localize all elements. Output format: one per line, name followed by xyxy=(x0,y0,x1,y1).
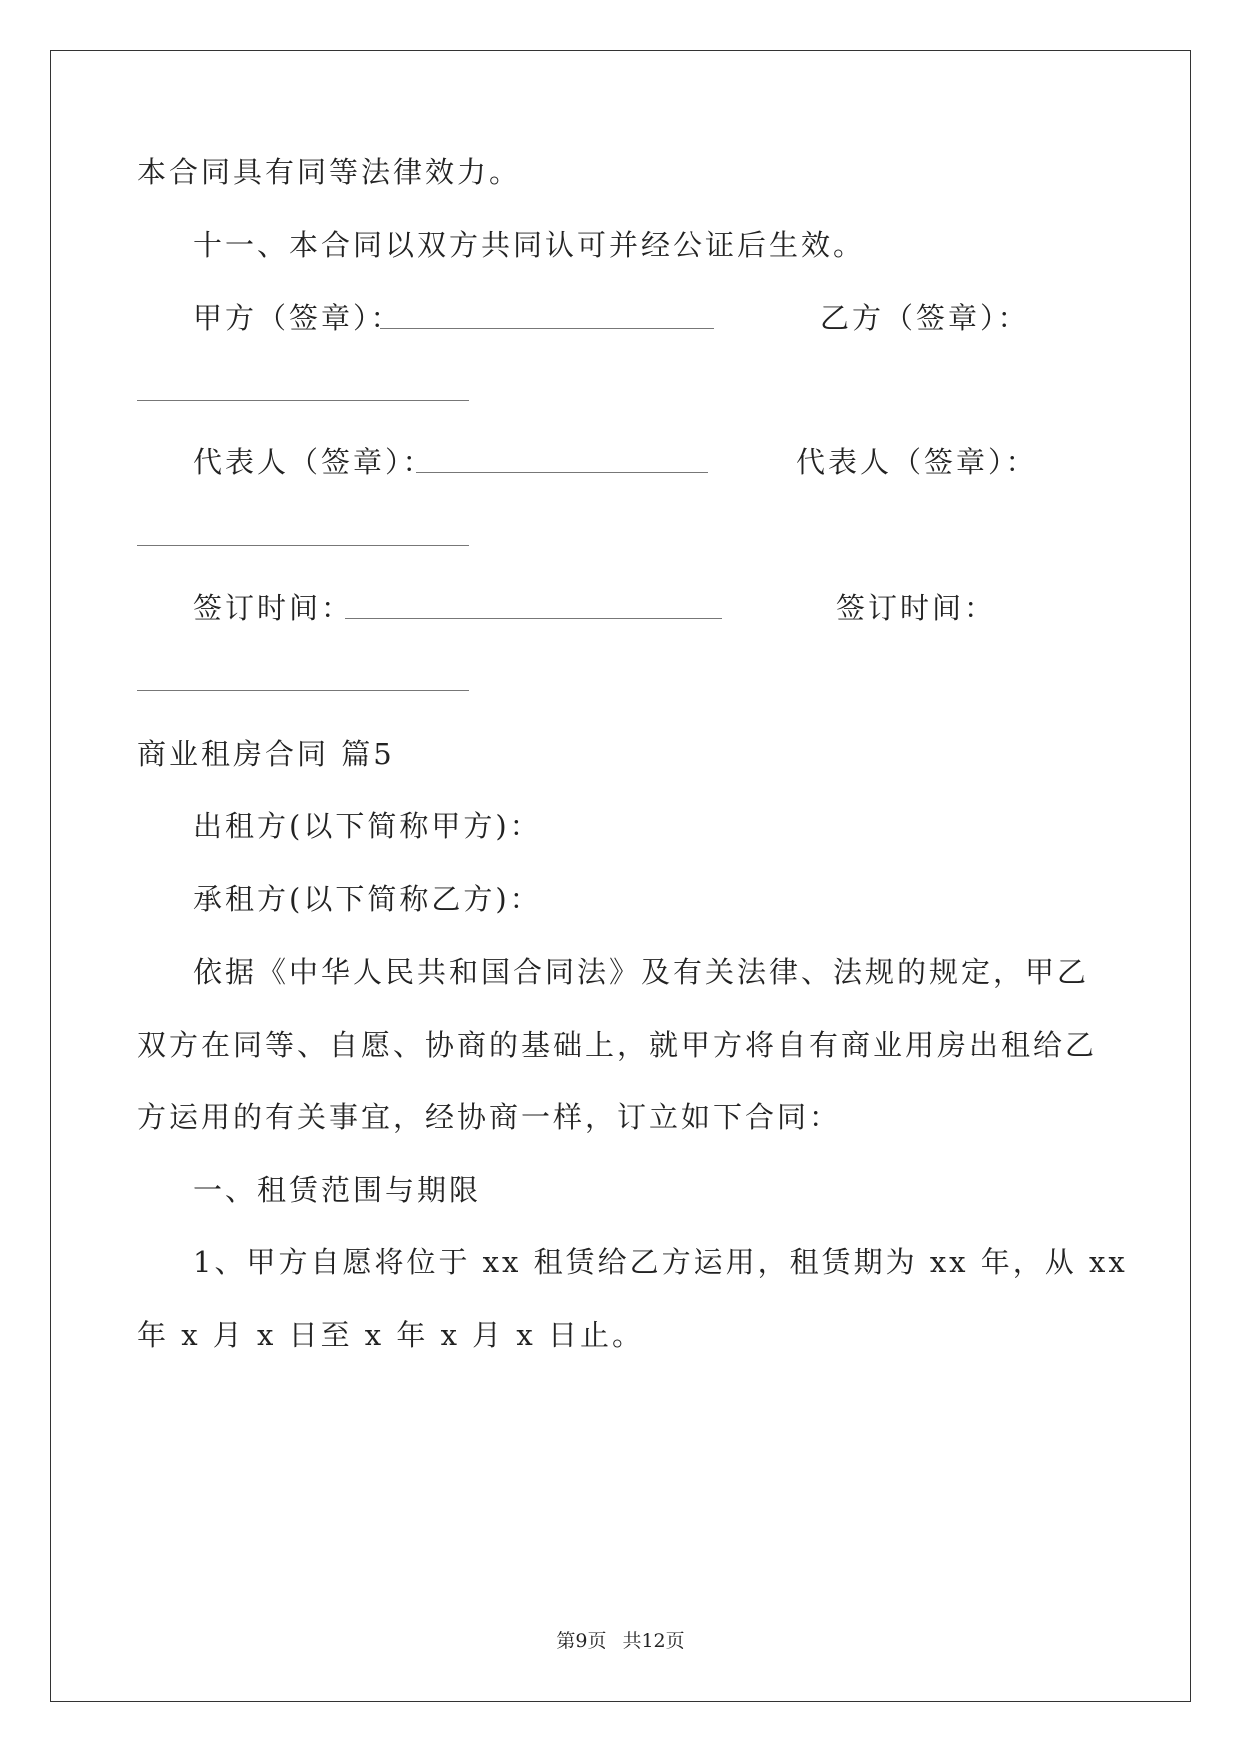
page-border xyxy=(50,50,1191,1702)
paragraph-line: 本合同具有同等法律效力。 xyxy=(137,155,522,189)
party-b-signature-label: 乙方（签章）： xyxy=(820,301,1030,335)
signing-date-b-label: 签订时间： xyxy=(836,591,997,625)
party-b-signature-line xyxy=(137,400,469,401)
signing-date-a-line xyxy=(345,618,722,619)
lessee-line: 承租方(以下简称乙方)： xyxy=(193,882,542,916)
representative-b-signature-line xyxy=(137,545,469,546)
total-pages: 共12页 xyxy=(622,1630,685,1652)
signing-date-b-line xyxy=(137,690,469,691)
section-title: 商业租房合同 篇5 xyxy=(137,737,395,771)
paragraph-line: 双方在同等、自愿、协商的基础上，就甲方将自有商业用房出租给乙 xyxy=(137,1028,1098,1062)
representative-a-signature-line xyxy=(416,472,708,473)
paragraph-line: 依据《中华人民共和国合同法》及有关法律、法规的规定，甲乙 xyxy=(193,955,1090,989)
page-footer xyxy=(0,1632,1241,1651)
representative-a-label: 代表人（签章）： xyxy=(193,445,435,479)
clause-eleven: 十一、本合同以双方共同认可并经公证后生效。 xyxy=(193,228,866,262)
lessor-line: 出租方(以下简称甲方)： xyxy=(193,809,542,843)
party-a-signature-line xyxy=(380,328,714,329)
paragraph-line: 年 x 月 x 日至 x 年 x 月 x 日止。 xyxy=(137,1318,644,1352)
party-a-signature-label: 甲方（签章）： xyxy=(193,301,403,335)
paragraph-line: 1、甲方自愿将位于 xx 租赁给乙方运用，租赁期为 xx 年，从 xx xyxy=(193,1245,1128,1279)
representative-b-label: 代表人（签章）： xyxy=(796,445,1038,479)
page-number: 第9页 xyxy=(556,1630,607,1652)
paragraph-line: 方运用的有关事宜，经协商一样，订立如下合同： xyxy=(137,1100,842,1134)
clause-heading: 一、租赁范围与期限 xyxy=(193,1173,482,1207)
signing-date-a-label: 签订时间： xyxy=(193,591,354,625)
